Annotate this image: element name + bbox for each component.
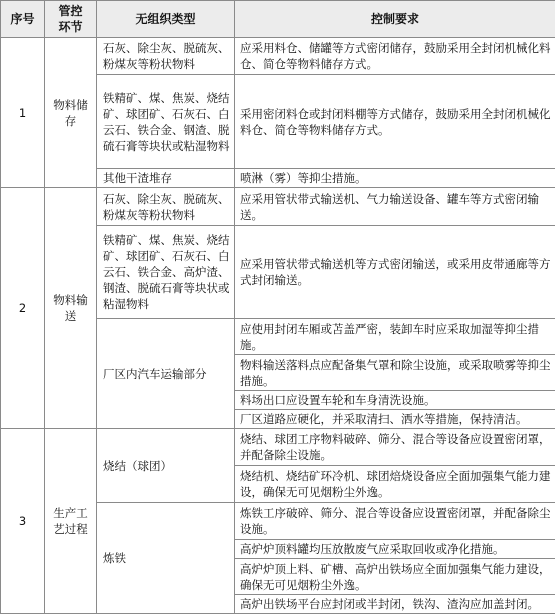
table-row <box>1 429 555 466</box>
req-cell: 应采用管状带式输送机、气力输送设备、罐车等方式密闭输送。 <box>235 188 555 226</box>
req-cell: 喷淋（雾）等抑尘措施。 <box>235 169 555 188</box>
req-cell: 物料输送落料点应配备集气罩和除尘设施，或采取喷雾等抑尘措施。 <box>235 355 555 391</box>
req-cell: 高炉出铁场平台应封闭或半封闭，铁沟、渣沟应加盖封闭。 <box>235 595 555 614</box>
type-cell: 铁精矿、煤、焦炭、烧结矿、球团矿、石灰石、白云石、铁合金、高炉渣、钢渣、脱硫石膏等块状或粘湿物料 <box>97 226 235 319</box>
req-cell: 烧结、球团工序物料破碎、筛分、混合等设备应设置密闭罩，并配备除尘设施。 <box>235 429 555 466</box>
req-cell: 厂区道路应硬化，并采取清扫、洒水等措施，保持清洁。 <box>235 410 555 429</box>
req-cell: 应使用封闭车厢或苫盖严密，装卸车时应采取加湿等抑尘措施。 <box>235 319 555 355</box>
table-row <box>1 38 555 75</box>
link-cell: 物料输送 <box>45 188 97 429</box>
header-row <box>1 1 555 38</box>
req-cell: 烧结机、烧结矿环冷机、球团焙烧设备应全面加强集气能力建设，确保无可见烟粉尘外逸。 <box>235 466 555 503</box>
link-cell: 生产工艺过程 <box>45 429 97 614</box>
req-cell: 应采用料仓、储罐等方式密闭储存，鼓励采用全封闭机械化料仓、简仓等物料储存方式。 <box>235 38 555 75</box>
seq-cell: 1 <box>1 38 45 188</box>
type-cell: 炼铁 <box>97 503 235 614</box>
header-seq: 序号 <box>1 1 45 38</box>
req-cell: 料场出口应设置车轮和车身清洗设施。 <box>235 391 555 410</box>
req-cell: 应采用管状带式输送机等方式密闭输送，或采用皮带通廊等方式封闭输送。 <box>235 226 555 319</box>
header-type: 无组织类型 <box>97 1 235 38</box>
table-row <box>1 188 555 226</box>
link-cell: 物料储存 <box>45 38 97 188</box>
seq-cell: 3 <box>1 429 45 614</box>
req-cell: 炼铁工序破碎、筛分、混合等设备应设置密闭罩，并配备除尘设施。 <box>235 503 555 540</box>
req-cell: 采用密闭料仓或封闭料棚等方式储存，鼓励采用全封闭机械化料仓、简仓等物料储存方式。 <box>235 75 555 169</box>
req-cell: 高炉炉顶料罐均压放散废气应采取回收或净化措施。 <box>235 540 555 559</box>
type-cell: 其他干渣堆存 <box>97 169 235 188</box>
type-cell: 石灰、除尘灰、脱硫灰、粉煤灰等粉状物料 <box>97 38 235 75</box>
type-cell: 铁精矿、煤、焦炭、烧结矿、球团矿、石灰石、白云石、铁合金、钢渣、脱硫石膏等块状或粘湿物料 <box>97 75 235 169</box>
seq-cell: 2 <box>1 188 45 429</box>
type-cell: 石灰、除尘灰、脱硫灰、粉煤灰等粉状物料 <box>97 188 235 226</box>
header-link: 管控 环节 <box>45 1 97 38</box>
req-cell: 高炉炉顶上料、矿槽、高炉出铁场应全面加强集气能力建设，确保无可见烟粉尘外逸。 <box>235 559 555 595</box>
header-req: 控制要求 <box>235 1 555 38</box>
type-cell: 厂区内汽车运输部分 <box>97 319 235 429</box>
type-cell: 烧结（球团） <box>97 429 235 503</box>
